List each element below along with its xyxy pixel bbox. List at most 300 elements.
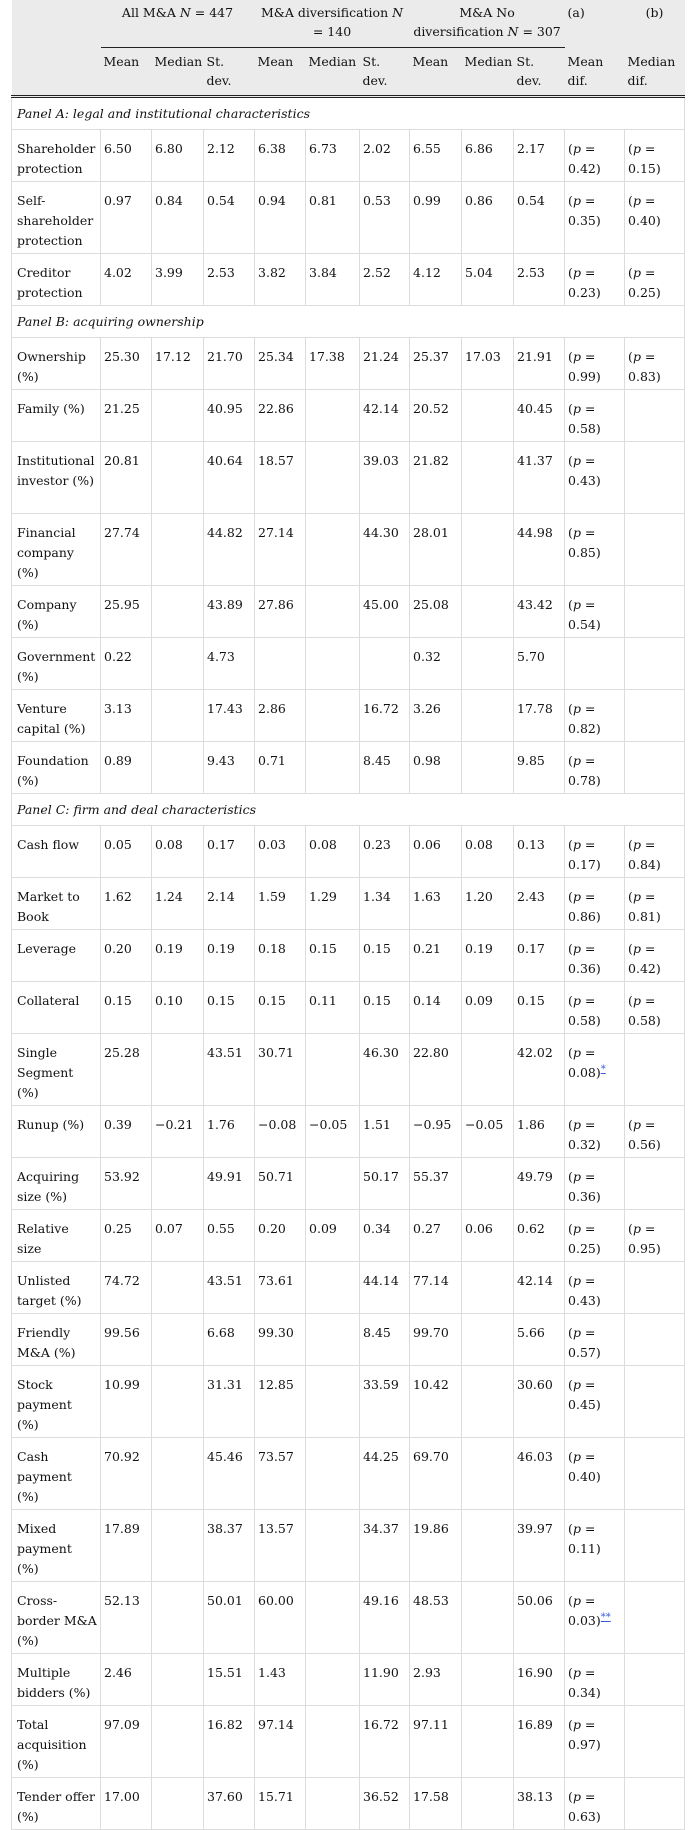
cell-value: (p = 0.17) — [568, 837, 601, 872]
value-cell — [101, 254, 152, 306]
value-cell — [410, 254, 462, 306]
value-cell — [306, 930, 360, 982]
table-row — [12, 638, 685, 690]
value-cell — [255, 1438, 306, 1510]
p-value-cell — [625, 1510, 685, 1582]
cell-value: 21.24 — [363, 349, 399, 364]
cell-value: 25.08 — [413, 597, 449, 612]
value-cell — [410, 1158, 462, 1210]
cell-value: 73.61 — [258, 1273, 294, 1288]
table-row — [12, 1262, 685, 1314]
row-label: Stock payment (%) — [12, 1366, 101, 1438]
cell-value: 6.86 — [465, 141, 493, 156]
value-cell — [255, 690, 306, 742]
value-cell — [101, 1262, 152, 1314]
row-label: Leverage — [12, 930, 101, 982]
cell-value: 16.72 — [363, 701, 399, 716]
value-cell — [514, 878, 565, 930]
cell-value: (p = 0.63) — [568, 1789, 601, 1824]
cell-value: 45.00 — [363, 597, 399, 612]
value-cell — [514, 1778, 565, 1830]
value-cell — [360, 638, 410, 690]
value-cell — [410, 390, 462, 442]
table-row — [12, 1582, 685, 1654]
p-value-cell — [625, 586, 685, 638]
row-label: Tender offer (%) — [12, 1778, 101, 1830]
value-cell — [360, 826, 410, 878]
value-cell — [462, 182, 514, 254]
cell-value: 2.46 — [104, 1665, 132, 1680]
value-cell — [514, 690, 565, 742]
cell-value: 8.45 — [363, 753, 391, 768]
p-value-cell — [625, 1654, 685, 1706]
cell-value: 21.25 — [104, 401, 140, 416]
value-cell — [152, 1262, 204, 1314]
value-cell — [255, 930, 306, 982]
value-cell — [462, 390, 514, 442]
cell-value: 9.85 — [517, 753, 545, 768]
cell-value: 3.99 — [155, 265, 183, 280]
p-value-cell — [565, 1706, 625, 1778]
p-value-cell — [565, 442, 625, 514]
value-cell — [152, 1510, 204, 1582]
row-label: Total acquisition (%) — [12, 1706, 101, 1778]
cell-value: 0.14 — [413, 993, 441, 1008]
cell-value: 44.82 — [207, 525, 243, 540]
significance-footnote-link[interactable]: ** — [600, 1611, 611, 1623]
value-cell — [255, 586, 306, 638]
cell-value: (p = 0.25) — [628, 265, 661, 300]
cell-value: 44.14 — [363, 1273, 399, 1288]
value-cell — [306, 1210, 360, 1262]
cell-value: (p = 0.86) — [568, 889, 601, 924]
value-cell — [306, 182, 360, 254]
value-cell — [152, 638, 204, 690]
cell-value: 0.97 — [104, 193, 132, 208]
cell-value: 1.24 — [155, 889, 183, 904]
cell-value: (p = 0.82) — [568, 701, 601, 736]
row-label: Multiple bidders (%) — [12, 1654, 101, 1706]
value-cell — [255, 182, 306, 254]
value-cell — [152, 390, 204, 442]
panel-title: Panel A: legal and institutional characteristics — [12, 97, 685, 130]
cell-value: 6.50 — [104, 141, 132, 156]
group-header-all: All M&A N = 447 — [101, 0, 255, 48]
value-cell — [204, 826, 255, 878]
value-cell — [204, 1438, 255, 1510]
cell-value: 46.03 — [517, 1449, 553, 1464]
cell-value: (p = 0.84) — [628, 837, 661, 872]
value-cell — [360, 390, 410, 442]
value-cell — [101, 1106, 152, 1158]
cell-value: 16.90 — [517, 1665, 553, 1680]
value-cell — [514, 742, 565, 794]
value-cell — [204, 1158, 255, 1210]
cell-value: −0.08 — [258, 1117, 297, 1132]
value-cell — [101, 1158, 152, 1210]
value-cell — [204, 1778, 255, 1830]
p-value-cell — [565, 1438, 625, 1510]
value-cell — [255, 390, 306, 442]
cell-value: (p = 0.43) — [568, 1273, 601, 1308]
table-row — [12, 254, 685, 306]
table-row — [12, 1034, 685, 1106]
cell-value: (p = 0.99) — [568, 349, 601, 384]
cell-value: (p = 0.23) — [568, 265, 601, 300]
cell-value: 25.34 — [258, 349, 294, 364]
value-cell — [204, 930, 255, 982]
value-cell — [514, 826, 565, 878]
value-cell — [360, 1314, 410, 1366]
subheader-stdev: St. dev. — [204, 48, 255, 97]
cell-value: 74.72 — [104, 1273, 140, 1288]
cell-value: 22.80 — [413, 1045, 449, 1060]
value-cell — [360, 182, 410, 254]
cell-value: 43.51 — [207, 1045, 243, 1060]
cell-value: (p = 0.83) — [628, 349, 661, 384]
row-label: Family (%) — [12, 390, 101, 442]
value-cell — [514, 390, 565, 442]
value-cell — [306, 1438, 360, 1510]
value-cell — [152, 338, 204, 390]
value-cell — [306, 1510, 360, 1582]
p-value-cell — [565, 982, 625, 1034]
value-cell — [152, 182, 204, 254]
cell-value: 17.43 — [207, 701, 243, 716]
table-row — [12, 1778, 685, 1830]
row-label: Single Segment (%) — [12, 1034, 101, 1106]
cell-value: 2.12 — [207, 141, 235, 156]
cell-value: 2.93 — [413, 1665, 441, 1680]
value-cell — [101, 742, 152, 794]
cell-value: 0.94 — [258, 193, 286, 208]
table-container — [11, 0, 684, 1830]
p-value-cell — [565, 254, 625, 306]
value-cell — [514, 1510, 565, 1582]
value-cell — [152, 130, 204, 182]
value-cell — [101, 826, 152, 878]
cell-value: 6.80 — [155, 141, 183, 156]
value-cell — [204, 442, 255, 514]
cell-value: 0.53 — [363, 193, 391, 208]
value-cell — [410, 1210, 462, 1262]
cell-value: 16.72 — [363, 1717, 399, 1732]
value-cell — [255, 514, 306, 586]
cell-value: 55.37 — [413, 1169, 449, 1184]
value-cell — [410, 130, 462, 182]
significance-footnote-link[interactable]: * — [600, 1063, 606, 1075]
cell-value: (p = 0.25) — [568, 1221, 601, 1256]
row-label: Mixed payment (%) — [12, 1510, 101, 1582]
value-cell — [360, 1106, 410, 1158]
value-cell — [514, 1438, 565, 1510]
value-cell — [306, 1262, 360, 1314]
p-value-cell — [565, 586, 625, 638]
descriptive-statistics-table — [11, 0, 685, 1830]
value-cell — [410, 1510, 462, 1582]
value-cell — [306, 1654, 360, 1706]
cell-value: 73.57 — [258, 1449, 294, 1464]
value-cell — [255, 1654, 306, 1706]
value-cell — [152, 1366, 204, 1438]
cell-value: (p = 0.58) — [568, 993, 601, 1028]
cell-value: 0.15 — [517, 993, 545, 1008]
cell-value: 21.70 — [207, 349, 243, 364]
cell-value: (p = 0.95) — [628, 1221, 661, 1256]
value-cell — [410, 586, 462, 638]
cell-value: 49.91 — [207, 1169, 243, 1184]
cell-value: 0.20 — [258, 1221, 286, 1236]
cell-value: 44.30 — [363, 525, 399, 540]
value-cell — [255, 1034, 306, 1106]
cell-value: −0.05 — [465, 1117, 504, 1132]
value-cell — [306, 878, 360, 930]
row-label: Company (%) — [12, 586, 101, 638]
cell-value: (p = 0.81) — [628, 889, 661, 924]
cell-value: 99.56 — [104, 1325, 140, 1340]
cell-value: 1.29 — [309, 889, 337, 904]
cell-value: 20.81 — [104, 453, 140, 468]
cell-value: (p = 0.42) — [628, 941, 661, 976]
table-header — [12, 0, 685, 97]
cell-value: 17.78 — [517, 701, 553, 716]
p-value-cell — [625, 338, 685, 390]
table-row — [12, 742, 685, 794]
value-cell — [462, 1106, 514, 1158]
header-blank — [12, 0, 101, 48]
value-cell — [255, 1778, 306, 1830]
table-row — [12, 1654, 685, 1706]
row-label: Cross-border M&A (%) — [12, 1582, 101, 1654]
value-cell — [410, 638, 462, 690]
table-body — [12, 97, 685, 1830]
cell-value: 97.09 — [104, 1717, 140, 1732]
value-cell — [152, 1158, 204, 1210]
cell-value: 39.03 — [363, 453, 399, 468]
p-value-cell — [565, 514, 625, 586]
cell-value: 1.63 — [413, 889, 441, 904]
row-label: Ownership (%) — [12, 338, 101, 390]
cell-value: 1.34 — [363, 889, 391, 904]
value-cell — [101, 130, 152, 182]
value-cell — [101, 638, 152, 690]
value-cell — [152, 690, 204, 742]
cell-value: 6.38 — [258, 141, 286, 156]
value-cell — [410, 982, 462, 1034]
value-cell — [101, 338, 152, 390]
cell-value: 15.51 — [207, 1665, 243, 1680]
value-cell — [462, 1210, 514, 1262]
value-cell — [514, 1706, 565, 1778]
cell-value: 44.25 — [363, 1449, 399, 1464]
value-cell — [360, 514, 410, 586]
value-cell — [462, 514, 514, 586]
value-cell — [360, 586, 410, 638]
cell-value: 13.57 — [258, 1521, 294, 1536]
cell-value: 17.00 — [104, 1789, 140, 1804]
row-label: Runup (%) — [12, 1106, 101, 1158]
value-cell — [152, 442, 204, 514]
row-label: Relative size — [12, 1210, 101, 1262]
value-cell — [306, 1706, 360, 1778]
cell-value: 17.38 — [309, 349, 345, 364]
cell-value: 18.57 — [258, 453, 294, 468]
value-cell — [410, 1034, 462, 1106]
value-cell — [255, 1582, 306, 1654]
cell-value: 42.02 — [517, 1045, 553, 1060]
cell-value: 27.74 — [104, 525, 140, 540]
value-cell — [514, 1034, 565, 1106]
value-cell — [410, 742, 462, 794]
p-value-cell — [565, 1210, 625, 1262]
cell-value: 40.95 — [207, 401, 243, 416]
cell-value: −0.21 — [155, 1117, 194, 1132]
value-cell — [204, 742, 255, 794]
cell-value: 0.54 — [517, 193, 545, 208]
p-value-cell — [565, 1510, 625, 1582]
cell-value: 0.23 — [363, 837, 391, 852]
p-value-cell — [625, 1706, 685, 1778]
cell-value: 0.84 — [155, 193, 183, 208]
cell-value: 0.27 — [413, 1221, 441, 1236]
cell-value: 44.98 — [517, 525, 553, 540]
value-cell — [204, 982, 255, 1034]
p-value-cell — [625, 982, 685, 1034]
value-cell — [514, 1582, 565, 1654]
value-cell — [101, 1034, 152, 1106]
value-cell — [101, 1210, 152, 1262]
panel-title: Panel C: firm and deal characteristics — [12, 794, 685, 826]
value-cell — [255, 1210, 306, 1262]
value-cell — [255, 742, 306, 794]
p-value-cell — [625, 1262, 685, 1314]
value-cell — [360, 1210, 410, 1262]
value-cell — [410, 1314, 462, 1366]
value-cell — [101, 878, 152, 930]
cell-value: 5.66 — [517, 1325, 545, 1340]
row-label: Market to Book — [12, 878, 101, 930]
value-cell — [514, 982, 565, 1034]
value-cell — [306, 690, 360, 742]
table-row — [12, 182, 685, 254]
cell-value: 3.84 — [309, 265, 337, 280]
value-cell — [204, 254, 255, 306]
p-value-cell — [565, 638, 625, 690]
cell-value: 0.13 — [517, 837, 545, 852]
subheader-median: Median — [306, 48, 360, 97]
cell-value: 0.15 — [207, 993, 235, 1008]
p-value-cell — [625, 1034, 685, 1106]
cell-value: 0.21 — [413, 941, 441, 956]
cell-value: 1.62 — [104, 889, 132, 904]
cell-value: 43.89 — [207, 597, 243, 612]
value-cell — [462, 982, 514, 1034]
value-cell — [514, 254, 565, 306]
row-label: Foundation (%) — [12, 742, 101, 794]
cell-value: 97.11 — [413, 1717, 449, 1732]
cell-value: 2.52 — [363, 265, 391, 280]
value-cell — [204, 514, 255, 586]
value-cell — [410, 442, 462, 514]
column-header-a: (a) — [567, 5, 585, 20]
row-label: Acquiring size (%) — [12, 1158, 101, 1210]
cell-value: 99.30 — [258, 1325, 294, 1340]
cell-value: 0.17 — [207, 837, 235, 852]
value-cell — [410, 1582, 462, 1654]
cell-value: 0.09 — [465, 993, 493, 1008]
value-cell — [152, 254, 204, 306]
cell-value: 16.82 — [207, 1717, 243, 1732]
cell-value: 30.60 — [517, 1377, 553, 1392]
value-cell — [101, 514, 152, 586]
cell-value: 0.15 — [258, 993, 286, 1008]
p-value-cell — [565, 826, 625, 878]
row-label: Institutional investor (%) — [12, 442, 101, 514]
cell-value: 11.90 — [363, 1665, 399, 1680]
value-cell — [101, 1654, 152, 1706]
table-row — [12, 1706, 685, 1778]
cell-value: (p = 0.03) — [568, 1593, 601, 1628]
table-row — [12, 826, 685, 878]
cell-value: −0.95 — [413, 1117, 452, 1132]
panel-header-row — [12, 794, 685, 826]
table-row — [12, 586, 685, 638]
value-cell — [204, 1366, 255, 1438]
p-value-cell — [565, 1314, 625, 1366]
row-label: Government (%) — [12, 638, 101, 690]
value-cell — [360, 1438, 410, 1510]
value-cell — [360, 1366, 410, 1438]
table-row — [12, 1510, 685, 1582]
value-cell — [462, 1262, 514, 1314]
value-cell — [514, 1314, 565, 1366]
cell-value: (p = 0.45) — [568, 1377, 601, 1412]
value-cell — [306, 442, 360, 514]
cell-value: 1.76 — [207, 1117, 235, 1132]
value-cell — [204, 338, 255, 390]
p-value-cell — [625, 1582, 685, 1654]
value-cell — [306, 826, 360, 878]
cell-value: 0.06 — [413, 837, 441, 852]
cell-value: 0.18 — [258, 941, 286, 956]
value-cell — [101, 930, 152, 982]
value-cell — [204, 638, 255, 690]
cell-value: (p = 0.43) — [568, 453, 601, 488]
value-cell — [204, 130, 255, 182]
value-cell — [152, 826, 204, 878]
p-value-cell — [565, 930, 625, 982]
cell-value: 31.31 — [207, 1377, 243, 1392]
value-cell — [152, 1654, 204, 1706]
cell-value: (p = 0.57) — [568, 1325, 601, 1360]
cell-value: 33.59 — [363, 1377, 399, 1392]
cell-value: 34.37 — [363, 1521, 399, 1536]
cell-value: 17.58 — [413, 1789, 449, 1804]
value-cell — [462, 130, 514, 182]
value-cell — [306, 742, 360, 794]
value-cell — [101, 1778, 152, 1830]
cell-value: 42.14 — [517, 1273, 553, 1288]
cell-value: 20.52 — [413, 401, 449, 416]
value-cell — [514, 930, 565, 982]
row-label: Self-shareholder protection — [12, 182, 101, 254]
row-label: Venture capital (%) — [12, 690, 101, 742]
cell-value: 50.71 — [258, 1169, 294, 1184]
p-value-cell — [565, 130, 625, 182]
table-row — [12, 1438, 685, 1510]
value-cell — [462, 1582, 514, 1654]
value-cell — [360, 442, 410, 514]
